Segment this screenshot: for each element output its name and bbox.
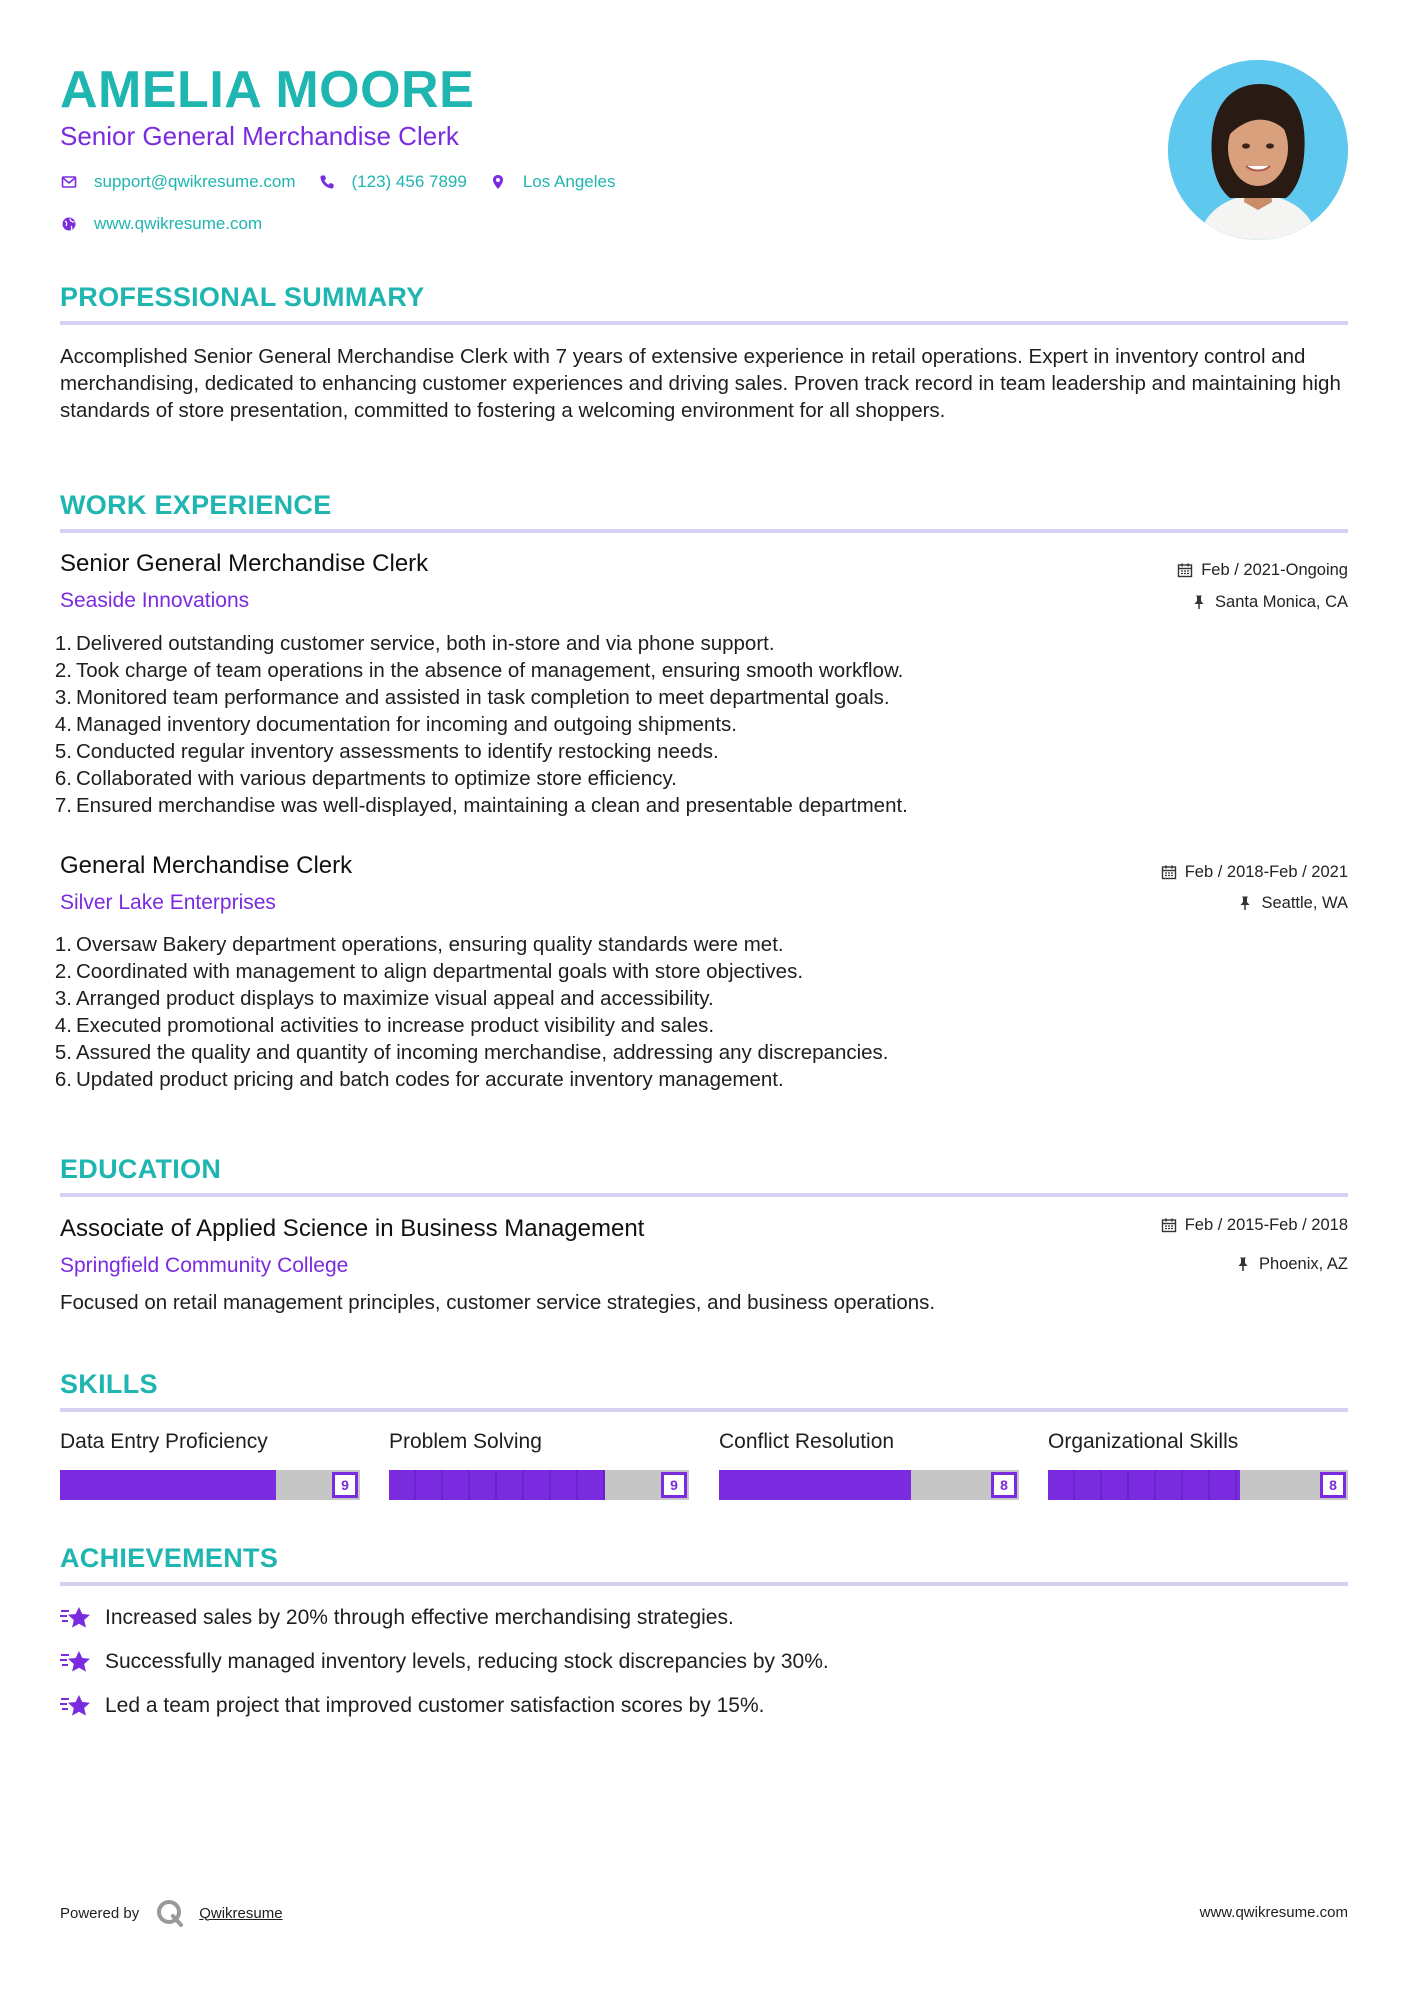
- powered-by-label: Powered by: [60, 1904, 140, 1922]
- list-item: 3. Arranged product displays to maximize visual appeal and accessibility.: [54, 987, 714, 1010]
- skill-bar: [719, 1470, 1019, 1500]
- skill-name: Problem Solving: [389, 1430, 542, 1453]
- list-item: 6. Collaborated with various departments to optimize store efficiency.: [54, 767, 677, 790]
- section-divider: [60, 1193, 1348, 1197]
- skill-score: 9: [332, 1472, 358, 1498]
- job-dates-text: Feb / 2021-Ongoing: [1201, 561, 1348, 579]
- summary-heading: PROFESSIONAL SUMMARY: [60, 282, 425, 312]
- list-item: 1. Oversaw Bakery department operations, ensuring quality standards were met.: [54, 933, 784, 956]
- skill-score: 8: [1320, 1472, 1346, 1498]
- experience-heading: WORK EXPERIENCE: [60, 490, 332, 520]
- skill-name: Organizational Skills: [1048, 1430, 1239, 1453]
- job-title: General Merchandise Clerk: [60, 852, 353, 879]
- list-item: 5. Conducted regular inventory assessments to identify restocking needs.: [54, 740, 719, 763]
- achievement-text: Successfully managed inventory levels, reducing stock discrepancies by 30%.: [105, 1650, 829, 1673]
- skill-item: [389, 1428, 689, 1500]
- pushpin-icon: [1237, 895, 1253, 911]
- education-location: [1235, 1253, 1348, 1275]
- skill-bar-fill: [719, 1470, 911, 1500]
- section-divider: [60, 1408, 1348, 1412]
- skill-bar: [60, 1470, 360, 1500]
- achievement-item: [60, 1604, 734, 1632]
- list-item: 4. Executed promotional activities to increase product visibility and sales.: [54, 1014, 715, 1037]
- candidate-name: AMELIA MOORE: [60, 61, 475, 119]
- email-text[interactable]: support@qwikresume.com: [94, 172, 296, 191]
- contact-phone[interactable]: [318, 172, 467, 192]
- education-dates-text: Feb / 2015-Feb / 2018: [1184, 1216, 1348, 1234]
- education-location-text: Phoenix, AZ: [1259, 1255, 1348, 1273]
- skill-item: [719, 1428, 1019, 1500]
- location-text: Los Angeles: [522, 172, 616, 191]
- globe-icon: [60, 215, 78, 233]
- pushpin-icon: [1191, 594, 1207, 610]
- envelope-icon: [60, 173, 78, 191]
- job-location: [1191, 591, 1348, 613]
- calendar-icon: [1161, 1217, 1177, 1233]
- degree-title: Associate of Applied Science in Business Management: [60, 1215, 645, 1242]
- job-dates: [1161, 861, 1348, 883]
- contact-row: [60, 172, 637, 192]
- skill-bar-fill: [1048, 1470, 1240, 1500]
- list-item: 5. Assured the quality and quantity of incoming merchandise, addressing any discrepancies.: [54, 1041, 889, 1064]
- job-dates-text: Feb / 2018-Feb / 2021: [1184, 863, 1348, 881]
- education-dates: [1161, 1214, 1348, 1236]
- skill-score: 9: [661, 1472, 687, 1498]
- achievement-text: Led a team project that improved customer satisfaction scores by 15%.: [105, 1694, 765, 1717]
- qwikresume-logo-icon: [155, 1898, 185, 1928]
- job-company: Silver Lake Enterprises: [60, 891, 276, 914]
- website-text[interactable]: www.qwikresume.com: [94, 214, 263, 233]
- skill-item: [1048, 1428, 1348, 1500]
- list-item: 2. Took charge of team operations in the absence of management, ensuring smooth workflow.: [54, 659, 904, 682]
- section-divider: [60, 321, 1348, 325]
- skill-bar-fill: [60, 1470, 276, 1500]
- education-heading: EDUCATION: [60, 1154, 222, 1184]
- map-pin-icon: [489, 173, 507, 191]
- pushpin-icon: [1235, 1256, 1251, 1272]
- star-icon: [60, 1693, 92, 1719]
- skill-item: [60, 1428, 360, 1500]
- list-item: 6. Updated product pricing and batch codes for accurate inventory management.: [54, 1068, 784, 1091]
- achievement-item: [60, 1692, 764, 1720]
- star-icon: [60, 1649, 92, 1675]
- education-description: Focused on retail management principles, customer service strategies, and business operations.: [60, 1291, 936, 1314]
- job-dates: [1177, 559, 1348, 581]
- contact-website[interactable]: [60, 214, 262, 234]
- contact-email[interactable]: [60, 172, 296, 192]
- contact-location: [489, 172, 616, 192]
- phone-icon: [318, 173, 336, 191]
- skill-name: Data Entry Proficiency: [60, 1430, 268, 1453]
- job-company: Seaside Innovations: [60, 589, 250, 612]
- achievement-item: [60, 1648, 829, 1676]
- contact-row-website: [60, 214, 284, 234]
- school-name: Springfield Community College: [60, 1254, 349, 1277]
- skill-bar-fill: [389, 1470, 605, 1500]
- job-location-text: Seattle, WA: [1261, 894, 1348, 912]
- profile-photo: [1168, 60, 1348, 240]
- skill-bar: [1048, 1470, 1348, 1500]
- skill-bar: [389, 1470, 689, 1500]
- achievement-text: Increased sales by 20% through effective merchandising strategies.: [105, 1606, 734, 1629]
- job-duties-list: [54, 931, 1350, 1093]
- achievements-heading: ACHIEVEMENTS: [60, 1543, 279, 1573]
- skills-heading: SKILLS: [60, 1369, 158, 1399]
- skill-score: 8: [991, 1472, 1017, 1498]
- summary-text: Accomplished Senior General Merchandise Clerk with 7 years of extensive experience in retail operations. Expert in inventory control and merchandising, dedicated to enhancing customer experiences and driving sales. Proven track record in team leadership and maintaining high standards of store presentation, committed to fostering a welcoming environment for all shoppers.: [60, 345, 1341, 422]
- list-item: 3. Monitored team performance and assisted in task completion to meet departmental goals.: [54, 686, 890, 709]
- list-item: 1. Delivered outstanding customer service, both in-store and via phone support.: [54, 632, 775, 655]
- section-divider: [60, 1582, 1348, 1586]
- job-title: Senior General Merchandise Clerk: [60, 550, 429, 577]
- list-item: 7. Ensured merchandise was well-displayed, maintaining a clean and presentable department.: [54, 794, 908, 817]
- section-divider: [60, 529, 1348, 533]
- job-duties-list: [54, 630, 1350, 819]
- skill-name: Conflict Resolution: [719, 1430, 895, 1453]
- calendar-icon: [1161, 864, 1177, 880]
- candidate-role: Senior General Merchandise Clerk: [60, 121, 459, 151]
- footer-website[interactable]: www.qwikresume.com: [1199, 1904, 1348, 1921]
- qwikresume-link[interactable]: Qwikresume: [199, 1904, 283, 1922]
- job-location-text: Santa Monica, CA: [1215, 593, 1348, 611]
- job-location: [1237, 892, 1348, 914]
- star-icon: [60, 1605, 92, 1631]
- phone-text[interactable]: (123) 456 7899: [351, 172, 467, 191]
- footer-powered-by: [60, 1898, 283, 1928]
- calendar-icon: [1177, 562, 1193, 578]
- list-item: 4. Managed inventory documentation for incoming and outgoing shipments.: [54, 713, 737, 736]
- list-item: 2. Coordinated with management to align departmental goals with store objectives.: [54, 960, 804, 983]
